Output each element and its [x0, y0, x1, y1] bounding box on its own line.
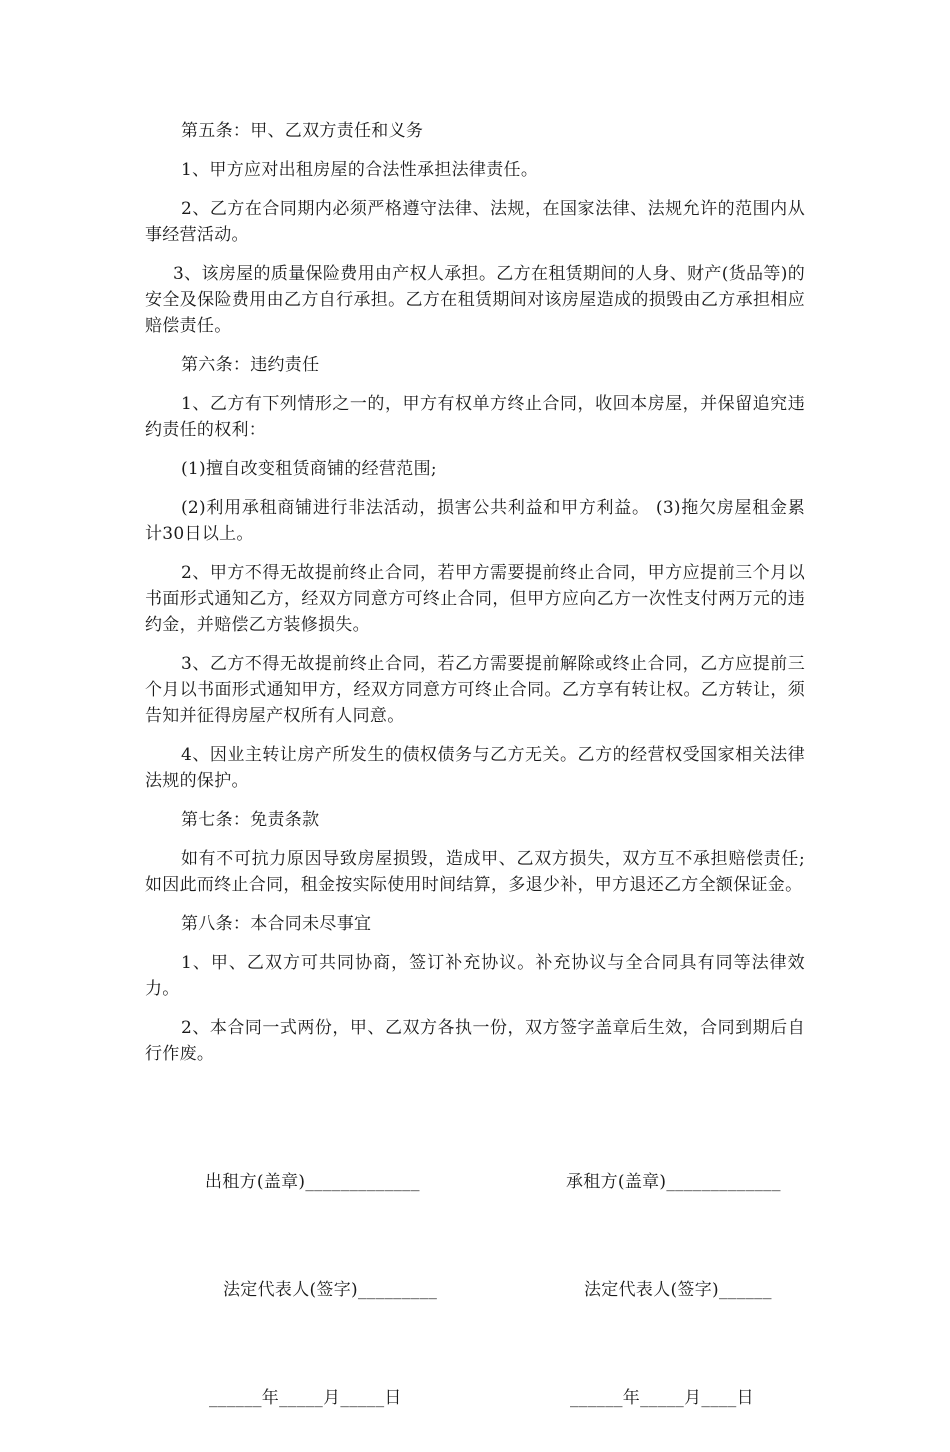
clause-paragraph: 3、乙方不得无故提前终止合同，若乙方需要提前解除或终止合同，乙方应提前三个月以书面形式通知甲方，经双方同意方可终止合同。乙方享有转让权。乙方转让，须告知并征得房屋产权所有人同意。	[145, 654, 805, 726]
section-heading: 第七条：免责条款	[181, 810, 320, 830]
clause-paragraph: (1)擅自改变租赁商铺的经营范围;	[181, 459, 437, 479]
section-heading: 第五条：甲、乙双方责任和义务	[181, 121, 424, 141]
lessor-date-line: ______年_____月_____日	[209, 1388, 402, 1408]
clause-paragraph: 如有不可抗力原因导致房屋损毁，造成甲、乙双方损失，双方互不承担赔偿责任;如因此而终止合同，租金按实际使用时间结算，多退少补，甲方退还乙方全额保证金。	[145, 849, 805, 895]
clause-paragraph: 3、该房屋的质量保险费用由产权人承担。乙方在租赁期间的人身、财产(货品等)的安全及保险费用由乙方自行承担。乙方在租赁期间对该房屋造成的损毁由乙方承担相应赔偿责任。	[145, 264, 805, 336]
lessee-seal-line: 承租方(盖章)_____________	[566, 1172, 781, 1192]
clause-paragraph: 4、因业主转让房产所发生的债权债务与乙方无关。乙方的经营权受国家相关法律法规的保护。	[145, 745, 805, 791]
section-heading: 第八条：本合同未尽事宜	[181, 914, 372, 934]
section-heading: 第六条：违约责任	[181, 355, 320, 375]
clause-paragraph: (2)利用承租商铺进行非法活动，损害公共利益和甲方利益。 (3)拖欠房屋租金累计30日以上。	[145, 498, 805, 544]
clause-paragraph: 2、乙方在合同期内必须严格遵守法律、法规，在国家法律、法规允许的范围内从事经营活动。	[145, 199, 805, 245]
lessor-seal-line: 出租方(盖章)_____________	[205, 1172, 420, 1192]
lessee-representative-line: 法定代表人(签字)______	[584, 1280, 772, 1300]
lessor-signature-block	[205, 1092, 437, 1452]
lessor-representative-line: 法定代表人(签字)_________	[223, 1280, 438, 1300]
clause-paragraph: 2、本合同一式两份，甲、乙双方各执一份，双方签字盖章后生效，合同到期后自行作废。	[145, 1018, 805, 1064]
clause-paragraph: 2、甲方不得无故提前终止合同，若甲方需要提前终止合同，甲方应提前三个月以书面形式通知乙方，经双方同意方可终止合同，但甲方应向乙方一次性支付两万元的违约金，并赔偿乙方装修损失。	[145, 563, 805, 635]
clause-paragraph: 1、乙方有下列情形之一的，甲方有权单方终止合同，收回本房屋，并保留追究违约责任的权利：	[145, 394, 805, 440]
clause-paragraph: 1、甲方应对出租房屋的合法性承担法律责任。	[181, 160, 539, 180]
contract-body	[145, 118, 805, 1080]
clause-paragraph: 1、甲、乙双方可共同协商，签订补充协议。补充协议与全合同具有同等法律效力。	[145, 953, 805, 999]
lessee-date-line: ______年_____月____日	[570, 1388, 754, 1408]
lessee-signature-block	[566, 1092, 781, 1452]
